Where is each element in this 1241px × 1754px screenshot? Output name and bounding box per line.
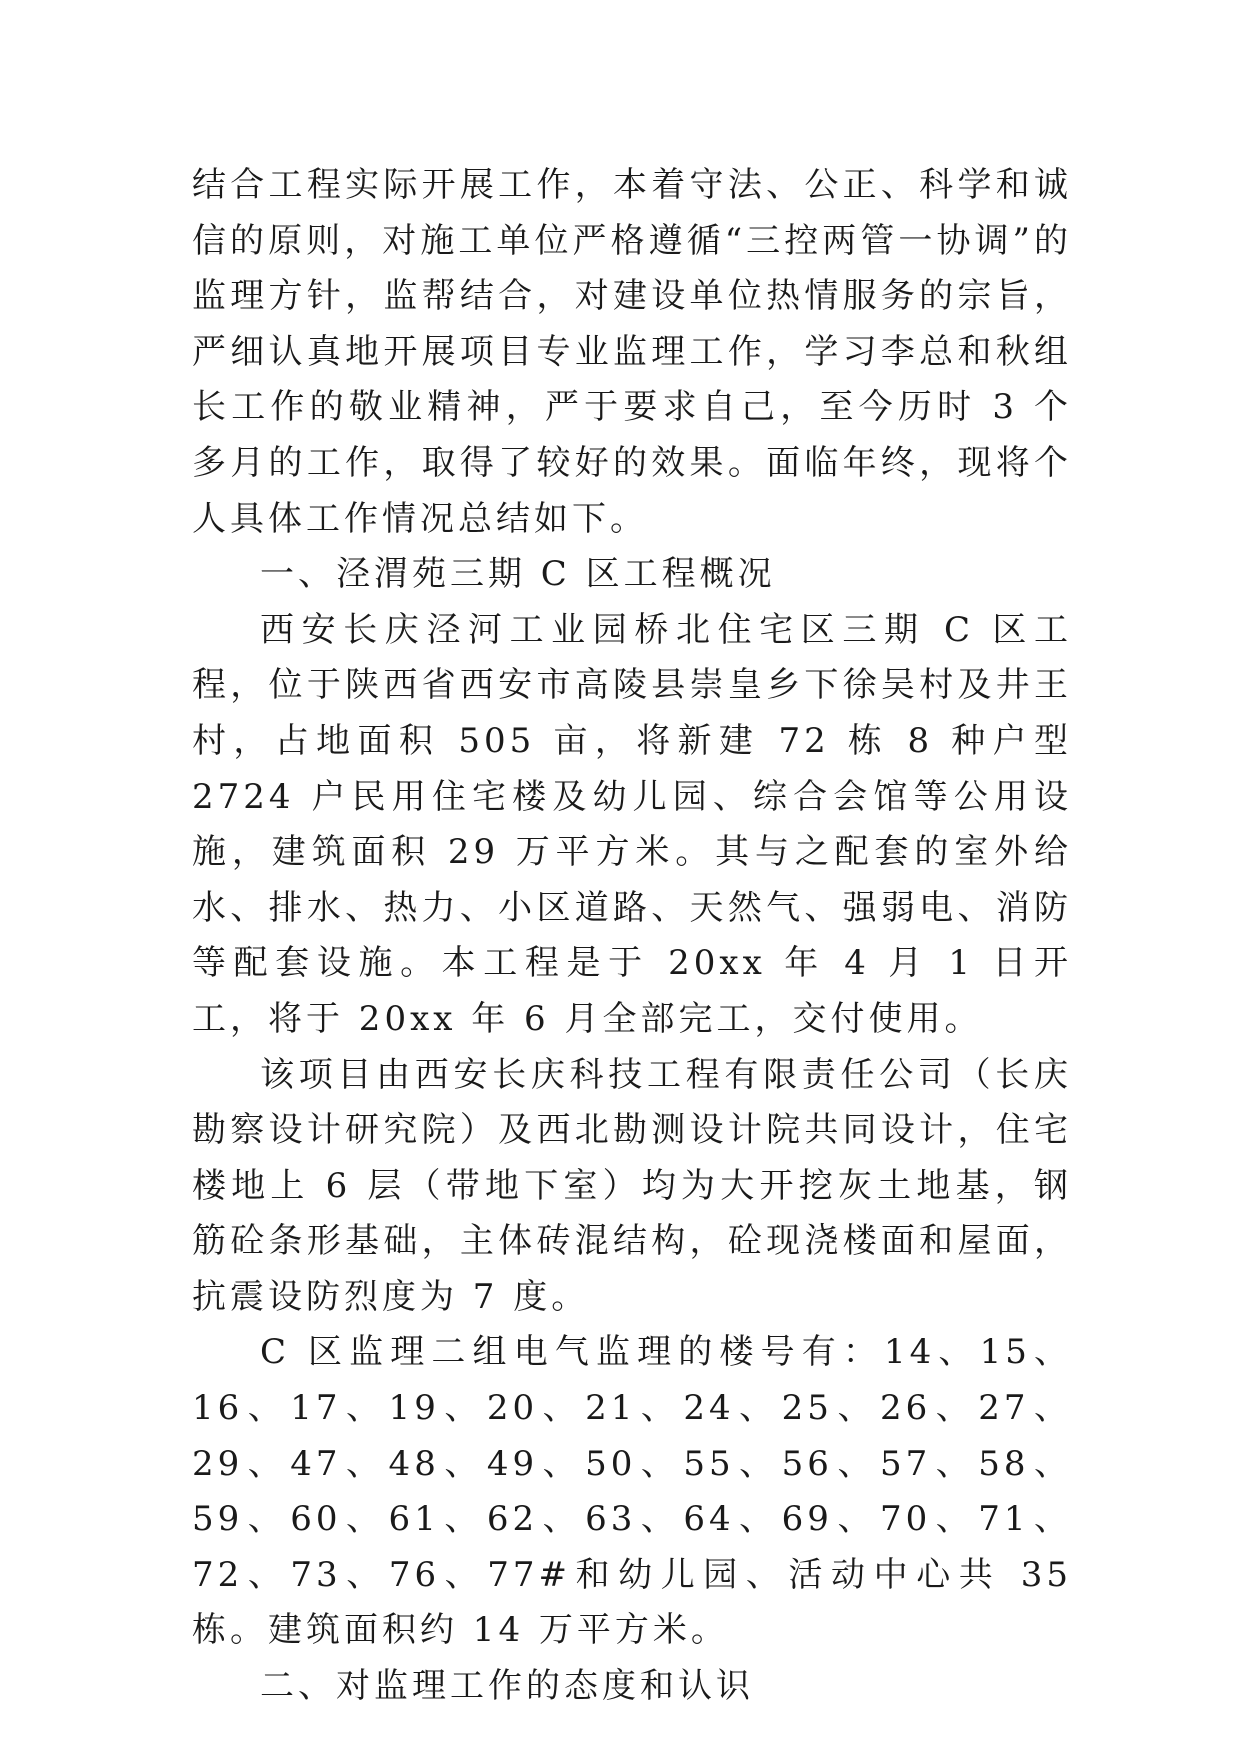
paragraph-building-numbers: C 区监理二组电气监理的楼号有：14、15、16、17、19、20、21、24、25、26、27、29、47、48、49、50、55、56、57、58、59、60、61、62、63、64、69、70、71、72、73、76、77#和幼儿园、活动中心共 35 栋。建筑面积约 14 万平方米。: [192, 1332, 1072, 1651]
paragraph-design-structure: 该项目由西安长庆科技工程有限责任公司（长庆勘察设计研究院）及西北勘测设计院共同设计，住宅楼地上 6 层（带地下室）均为大开挖灰土地基，钢筋砼条形基础，主体砖混结构，砼现浇楼面和屋面，抗震设防烈度为 7 度。: [192, 1054, 1072, 1317]
heading-section-2: 二、对监理工作的态度和认识: [260, 1666, 754, 1707]
document-body: [192, 158, 1072, 1715]
paragraph-project-overview: 西安长庆泾河工业园桥北住宅区三期 C 区工程，位于陕西省西安市高陵县崇皇乡下徐吴村及井王村，占地面积 505 亩，将新建 72 栋 8 种户型 2724 户民用住宅楼及幼儿园、综合会馆等公用设施，建筑面积 29 万平方米。其与之配套的室外给水、排水、热力、小区道路、天然气、强弱电、消防等配套设施。本工程是于 20xx 年 4 月 1 日开工，将于 20xx 年 6 月全部完工，交付使用。: [192, 609, 1072, 1039]
heading-section-1: 一、泾渭苑三期 C 区工程概况: [260, 554, 776, 595]
paragraph-intro: 结合工程实际开展工作，本着守法、公正、科学和诚信的原则，对施工单位严格遵循“三控两管一协调”的监理方针，监帮结合，对建设单位热情服务的宗旨，严细认真地开展项目专业监理工作，学习李总和秋组长工作的敬业精神，严于要求自己，至今历时 3 个多月的工作，取得了较好的效果。面临年终，现将个人具体工作情况总结如下。: [192, 165, 1072, 539]
